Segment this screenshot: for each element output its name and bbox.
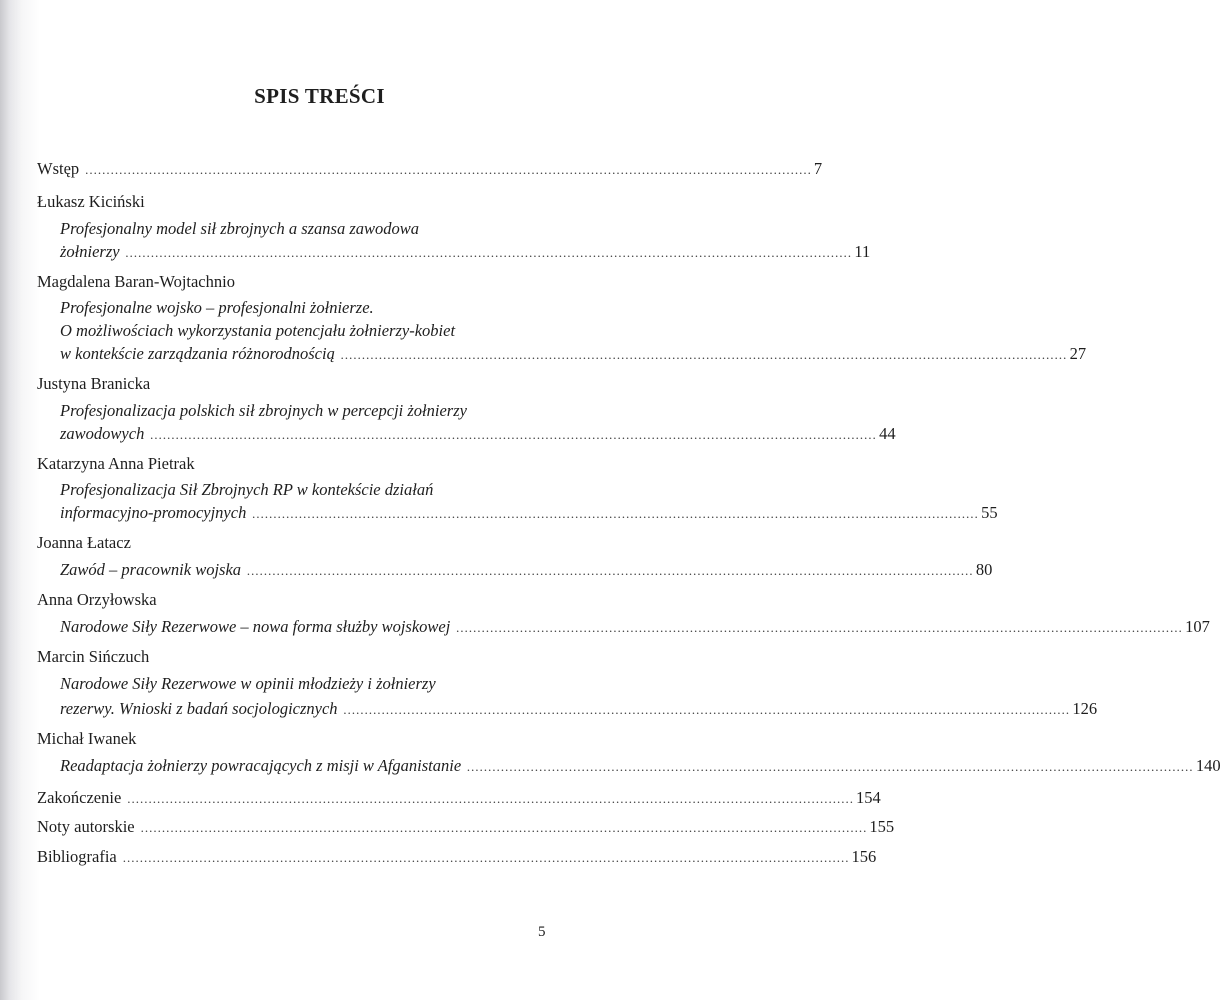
toc-author [37,271,541,293]
dot-leader: ........................................................................................................................................................................... [127,791,855,806]
toc-chapter-text: Zawód – pracownik wojska [60,560,242,579]
toc-chapter-line [60,616,1210,638]
toc-entry [37,787,881,809]
toc-chapter-page: 55 [981,503,998,522]
dot-leader: ........................................................................................................................................................................... [150,427,878,442]
toc-chapter-text: Profesjonalizacja Sił Zbrojnych RP w kontekście działań [60,480,434,499]
toc-entry-page: 156 [851,847,877,866]
dot-leader: ........................................................................................................................................................................... [247,563,974,578]
dot-leader: ........................................................................................................................................................................... [125,245,853,260]
toc-chapter-page: 107 [1185,617,1210,636]
toc-chapter-text: Profesjonalne wojsko – profesjonalni żołnierze. [60,298,374,317]
toc-chapter-line [60,320,541,342]
toc-chapter-text: Narodowe Siły Rezerwowe w opinii młodzieży i żołnierzy [60,674,436,693]
dot-leader: ........................................................................................................................................................................... [252,506,980,521]
toc-entry [37,816,895,838]
toc-chapter-line [60,755,1221,777]
toc-entry-page: 7 [813,159,823,178]
toc-entry [37,158,823,180]
toc-chapter-page: 44 [879,424,896,443]
toc-chapter-line [60,423,896,445]
toc-entry-text: Bibliografia [37,847,117,866]
dot-leader: ........................................................................................................................................................................... [140,820,868,835]
toc-chapter-line [60,673,541,695]
toc-chapter-line [60,343,1087,365]
toc-author [37,728,541,750]
toc-author-name: Anna Orzyłowska [37,590,157,609]
toc-author [37,453,541,475]
toc-entry-text: Wstęp [37,159,80,178]
toc-chapter-text: rezerwy. Wnioski z badań socjologicznych [60,699,338,718]
toc-chapter-line [60,502,998,524]
toc-chapter-line [60,479,541,501]
toc-author [37,373,541,395]
toc-author-name: Łukasz Kiciński [37,192,145,211]
dot-leader: ........................................................................................................................................................................... [456,620,1184,635]
toc-chapter-line [60,559,993,581]
toc-chapter-line [60,297,541,319]
toc-author-name: Magdalena Baran-Wojtachnio [37,272,235,291]
toc-chapter-page: 11 [854,242,871,261]
dot-leader: ........................................................................................................................................................................... [340,347,1068,362]
toc-chapter-text: w kontekście zarządzania różnorodnością [60,344,335,363]
toc-chapter-text: Profesjonalny model sił zbrojnych a szansa zawodowa [60,219,420,238]
dot-leader: ........................................................................................................................................................................... [343,702,1071,717]
toc-author [37,646,541,668]
toc-entry-text: Zakończenie [37,788,122,807]
toc-author-name: Marcin Sińczuch [37,647,150,666]
toc-chapter-page: 27 [1069,344,1087,363]
toc-chapter-text: Profesjonalizacja polskich sił zbrojnych w percepcji żołnierzy [60,401,467,420]
page-number: 5 [538,924,546,940]
toc-chapter-line [60,698,1098,720]
toc-chapter-page: 126 [1072,699,1098,718]
toc-chapter-line [60,241,871,263]
toc-entry [37,846,877,868]
dot-leader: ........................................................................................................................................................................... [122,850,850,865]
toc-author [37,191,541,213]
toc-entry-page: 154 [856,788,881,807]
dot-leader: ........................................................................................................................................................................... [467,759,1194,774]
toc-chapter-text: Narodowe Siły Rezerwowe – nowa forma służby wojskowej [60,617,451,636]
toc-entry-page: 155 [869,817,895,836]
toc-author-name: Michał Iwanek [37,729,137,748]
toc-author [37,589,541,611]
toc-chapter-text: Readaptacja żołnierzy powracających z misji w Afganistanie [60,756,462,775]
toc-chapter-line [60,400,541,422]
toc-chapter-line [60,218,541,240]
toc-author-name: Justyna Branicka [37,374,151,393]
toc-author [37,532,541,554]
toc-chapter-text: żołnierzy [60,242,120,261]
dot-leader: ........................................................................................................................................................................... [85,162,812,177]
page-title: SPIS TREŚCI [254,84,385,108]
toc-chapter-text: O możliwościach wykorzystania potencjału żołnierzy-kobiet [60,321,456,340]
toc-author-name: Katarzyna Anna Pietrak [37,454,195,473]
toc-chapter-text: zawodowych [60,424,145,443]
toc-chapter-text: informacyjno-promocyjnych [60,503,247,522]
toc-author-name: Joanna Łatacz [37,533,131,552]
toc-entry-text: Noty autorskie [37,817,135,836]
toc-chapter-page: 80 [975,560,993,579]
toc-chapter-page: 140 [1195,756,1221,775]
